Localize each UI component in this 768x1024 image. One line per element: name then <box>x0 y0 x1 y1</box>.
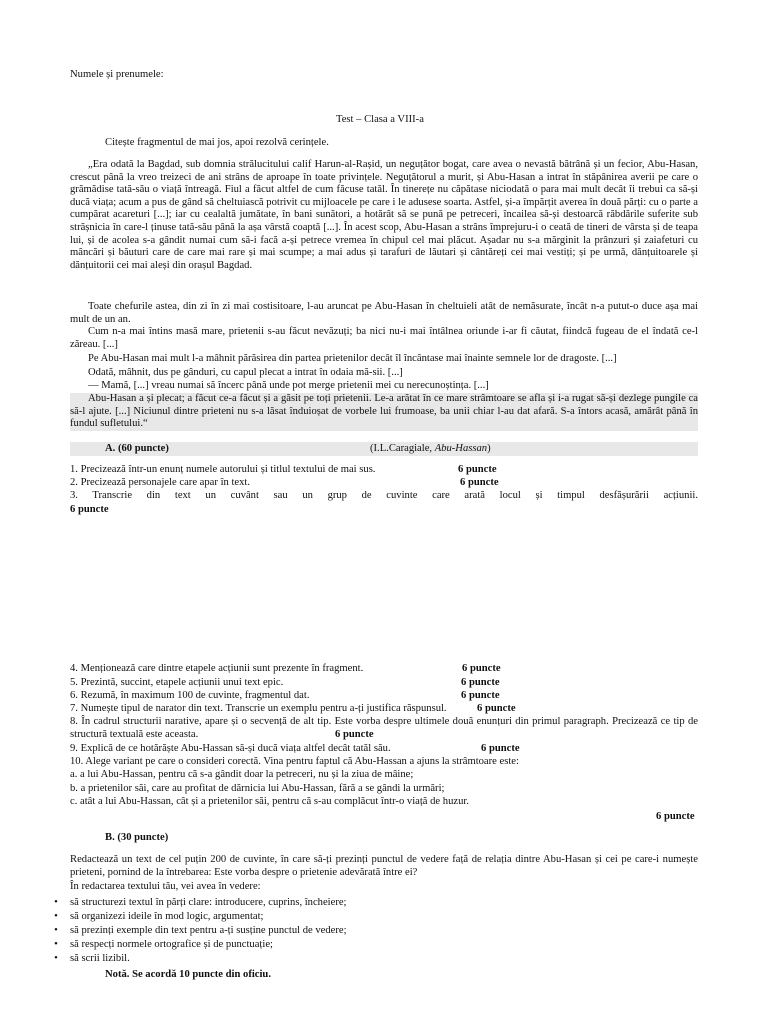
section-b-heading: B. (30 puncte) <box>105 832 169 843</box>
section-a-heading: A. (60 puncte) <box>105 443 169 454</box>
question-6-points: 6 puncte <box>461 690 500 701</box>
bullet-dot-icon: • <box>54 939 58 950</box>
bullet-dot-icon: • <box>54 953 58 964</box>
criteria-item-4: să respecți normele ortografice și de punctuație; <box>70 939 273 950</box>
question-7-points: 6 puncte <box>477 703 516 714</box>
criteria-item-5: să scrii lizibil. <box>70 953 130 964</box>
question-4: 4. Menționează care dintre etapele acțiunii sunt prezente în fragment. <box>70 663 364 674</box>
question-2-points: 6 puncte <box>460 477 499 488</box>
criteria-item-3: să prezinți exemple din text pentru a-ți susține punctul de vedere; <box>70 925 347 936</box>
question-9-points: 6 puncte <box>481 743 520 754</box>
question-5: 5. Prezintă, succint, etapele acțiunii unui text epic. <box>70 677 284 688</box>
source-title: Abu-Hassan <box>434 443 488 454</box>
question-4-points: 6 puncte <box>462 663 501 674</box>
section-b-intro: În redactarea textului tău, vei avea în vedere: <box>70 881 261 892</box>
question-7: 7. Numește tipul de narator din text. Transcrie un exemplu pentru a-ți justifica răspunsul. <box>70 703 447 714</box>
passage-paragraph-1: „Era odată la Bagdad, sub domnia strălucitului calif Harun-al-Rașid, un neguțător bogat, care avea o nevastă bătrână și un fecior, Abu-Hasan, crescut până la vreo treizeci de ani strâns de aproape în toate privințele. Neguțătorul a murit, și Abu-Hasan a intrat în stăpânirea averii pe care o grămădise tată-său o viață întreagă. Fiul a făcut altfel de cum făcuse tatăl. În tinerețe nu căpătase niciodată o para mai mult decât îi trebui ca să-și ducă viața; acum a pus de gând să cheltuiască potrivit cu mijloacele pe care i le adusese soarta. Astfel, și-a împărțit averea în două părți: cu o parte a cumpărat acareturi [...]; iar cu cealaltă jumătate, în bani sunători, a hotărât să se pună pe petreceri, încailea să-și destoarcă răbdările suferite sub strășnicia în care-l ținuse tată-său până la așa vârstă coaptă [...]. În acest scop, Abu-Hasan a strâns împrejuru-i o ceată de tineri de vârsta și de teapa lui, și de acolea s-a gândit numai cum să-i facă a-și petrece vremea în chipul cel mai plăcut. Așadar nu s-a mărginit la prânzuri și zaiafeturi cu mâncări și băuturi care de care mai rare și mai scumpe; a mai adus și tarafuri de lăutari și cântăreți cei mai vestiți; și pe urmă, dănțuitoarele și dănțuitorii cei mai aleși din orașul Bagdad. <box>70 159 698 271</box>
question-6: 6. Rezumă, în maximum 100 de cuvinte, fragmentul dat. <box>70 690 310 701</box>
criteria-item-2: să organizezi ideile în mod logic, argumentat; <box>70 911 264 922</box>
question-3-points: 6 puncte <box>70 504 109 515</box>
instruction-text: Citește fragmentul de mai jos, apoi rezolvă cerințele. <box>105 137 329 148</box>
question-1: 1. Precizează într-un enunț numele autorului și titlul textului de mai sus. <box>70 464 376 475</box>
source-citation <box>370 443 491 456</box>
bullet-dot-icon: • <box>54 911 58 922</box>
question-9: 9. Explică de ce hotărăște Abu-Hassan să-și ducă viața altfel decât tatăl său. <box>70 743 391 754</box>
passage-paragraph-6: — Mamă, [...] vreau numai să încerc până unde pot merge prietenii mei cu nerecunoștința. [...] <box>88 380 489 391</box>
source-author: (I.L.Caragiale, <box>370 443 435 454</box>
question-10-option-b: b. a prietenilor săi, care au profitat de dărnicia lui Abu-Hassan, fără a se gândi la urmări; <box>70 783 445 794</box>
question-8: 8. În cadrul structurii narative, apare și o secvență de alt tip. Este vorba despre ultimele două enunțuri din primul paragraph. Precizează ce tip de structură textuală este aceasta. <box>70 716 698 740</box>
passage-paragraph-7: Abu-Hasan a și plecat; a făcut ce-a făcut și a găsit pe toți prietenii. Le-a arătat în ce mare strâmtoare se afla și i-a rugat să-și dezlege pungile ca să-l ajute. [...] Niciunul dintre prieteni nu s-a lăsat înduioșat de vorbele lui frumoase, ba unii chiar l-au dat afară. S-a întors acasă, amărât până în fundul sufletului.“ <box>70 393 698 430</box>
name-field-label: Numele și prenumele: <box>70 69 164 80</box>
bullet-dot-icon: • <box>54 925 58 936</box>
passage-paragraph-5: Odată, mâhnit, dus pe gânduri, cu capul plecat a intrat în odaia mă-sii. [...] <box>88 367 403 378</box>
test-title: Test – Clasa a VIII-a <box>336 114 424 125</box>
question-8-points: 6 puncte <box>335 729 374 740</box>
question-10-points: 6 puncte <box>656 811 695 822</box>
question-1-points: 6 puncte <box>458 464 497 475</box>
question-2: 2. Precizează personajele care apar în text. <box>70 477 250 488</box>
passage-paragraph-2: Toate chefurile astea, din zi în zi mai costisitoare, l-au aruncat pe Abu-Hasan în cheltuieli atât de nemăsurate, încât n-a putut-o duce așa mai mult de un an. <box>70 301 698 325</box>
passage-paragraph-4: Pe Abu-Hasan mai mult l-a mâhnit părăsirea din partea prietenilor decât îl încântase mai înainte semnele lor de dragoste. [...] <box>88 353 617 364</box>
question-10-option-a: a. a lui Abu-Hassan, pentru că s-a gândit doar la petreceri, nu și la ziua de mâine; <box>70 769 414 780</box>
question-5-points: 6 puncte <box>461 677 500 688</box>
section-b-task: Redactează un text de cel puțin 200 de cuvinte, în care să-ți prezinți punctul de vedere față de relația dintre Abu-Hasan și cei pe care-i numește prieteni, pornind de la întrebarea: Este vorba despre o prietenie adevărată între ei? <box>70 854 698 878</box>
question-10-option-c: c. atât a lui Abu-Hassan, cât și a prietenilor săi, pentru că s-au complăcut într-o viață de huzur. <box>70 796 469 807</box>
question-10: 10. Alege variant pe care o consideri corectă. Vina pentru faptul că Abu-Hassan a ajuns la strâmtoare este: <box>70 756 519 767</box>
criteria-item-1: să structurezi textul în părți clare: introducere, cuprins, încheiere; <box>70 897 347 908</box>
question-3: 3. Transcrie din text un cuvânt sau un grup de cuvinte care arată locul și timpul desfășurării acțiunii. <box>70 490 698 501</box>
source-close: ) <box>487 443 491 454</box>
bullet-dot-icon: • <box>54 897 58 908</box>
grading-note: Notă. Se acordă 10 puncte din oficiu. <box>105 969 271 980</box>
passage-paragraph-3: Cum n-a mai întins masă mare, prietenii s-au făcut nevăzuți; ba nici nu-i mai întâlnea oriunde i-ar fi căutat, fiindcă fugeau de el îndată ce-l zăreau. [...] <box>70 326 698 350</box>
